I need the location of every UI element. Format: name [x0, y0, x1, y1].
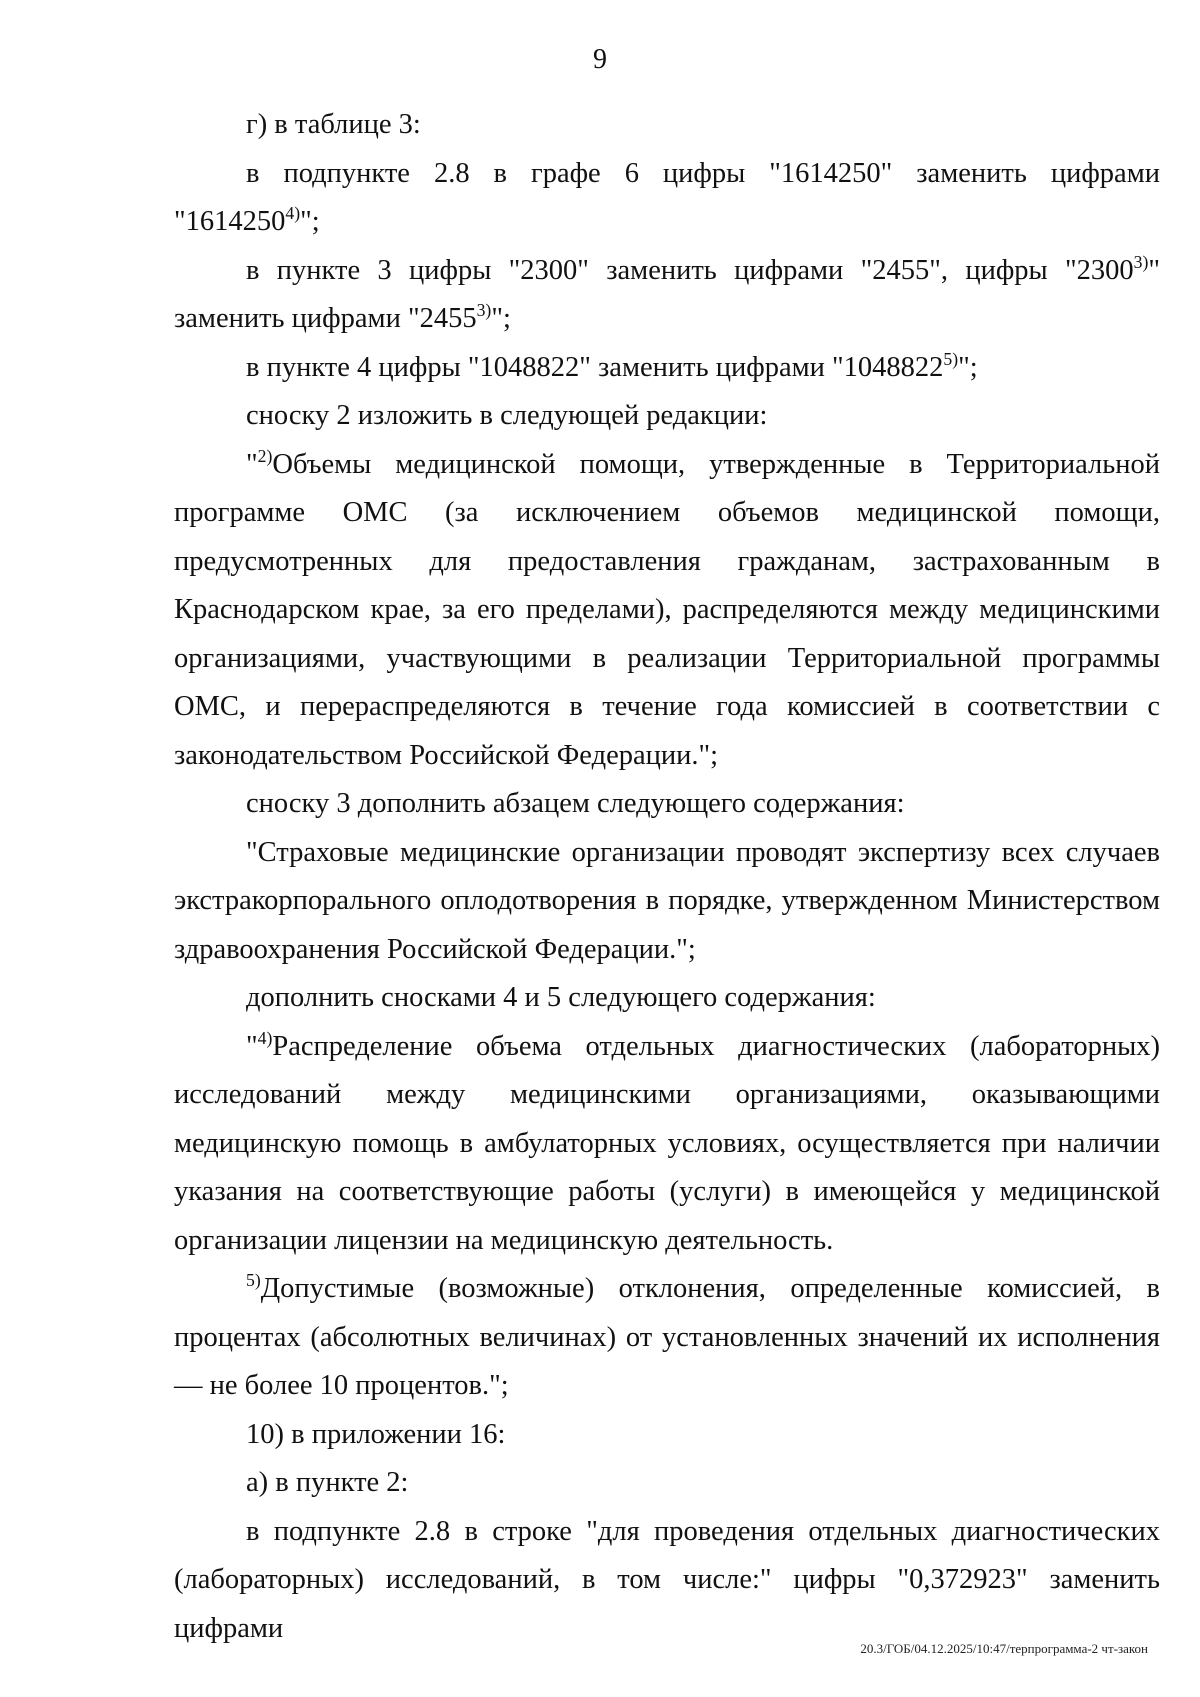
footnote-marker: 3): [476, 300, 492, 321]
footnote-marker: 5): [943, 348, 959, 369]
document-footer-stamp: 20.3/ГОБ/04.12.2025/10:47/терпрограмма-2 чт-закон: [860, 1641, 1148, 1656]
paragraph-text: а) в пункте 2:: [246, 1467, 409, 1498]
footnote-marker: 4): [285, 203, 301, 224]
document-body: [174, 101, 1160, 1653]
paragraph: [174, 1265, 1160, 1411]
paragraph-text: в пункте 4 цифры "1048822" заменить цифрами "1048822: [246, 351, 944, 383]
paragraph-text: в подпункте 2.8 в строке "для проведения отдельных диагностических (лабораторных) исследований, в том числе:" цифры "0,372923" заменить цифрами: [174, 1515, 1160, 1644]
footnote-marker: 4): [257, 1027, 273, 1048]
paragraph: [174, 780, 1160, 829]
footnote-marker: 2): [257, 445, 273, 466]
paragraph: [174, 974, 1160, 1023]
paragraph-text: ";: [491, 303, 511, 334]
paragraph: [174, 101, 1160, 150]
paragraph: [174, 1508, 1160, 1654]
paragraph-text: ": [246, 1030, 258, 1062]
paragraph: [174, 441, 1160, 781]
paragraph-text: Объемы медицинской помощи, утвержденные в Территориальной программе ОМС (за исключением объемов медицинской помощи, предусмотренных для предоставления гражданам, застрахованным в Краснодарском крае, за его пределами), распределяются между медицинскими организациями, участвующими в реализации Территориальной программы ОМС, и перераспределяются в течение года комиссией в соответствии с законодательством Российской Федерации.";: [174, 448, 1160, 771]
footnote-marker: 3): [1133, 251, 1149, 272]
paragraph: [174, 150, 1160, 247]
paragraph-text: Распределение объема отдельных диагностических (лабораторных) исследований между медицинскими организациями, оказывающими медицинскую помощь в амбулаторных условиях, осуществляется при наличии указания на соответствующие работы (услуги) в имеющейся у медицинской организации лицензии на медицинскую деятельность.: [174, 1030, 1160, 1256]
paragraph-text: в пункте 3 цифры "2300" заменить цифрами "2455", цифры "2300: [246, 254, 1134, 286]
paragraph: [174, 247, 1160, 344]
paragraph-text: ";: [300, 206, 320, 237]
paragraph: [174, 1023, 1160, 1266]
paragraph-text: ": [246, 448, 258, 480]
paragraph-text: г) в таблице 3:: [246, 109, 421, 140]
paragraph-text: сноску 2 изложить в следующей редакции:: [246, 400, 768, 431]
paragraph-text: Допустимые (возможные) отклонения, определенные комиссией, в процентах (абсолютных величинах) от установленных значений их исполнения — не более 10 процентов.";: [174, 1273, 1160, 1401]
paragraph-text: сноску 3 дополнить абзацем следующего содержания:: [246, 788, 905, 819]
paragraph-text: ";: [958, 351, 978, 383]
paragraph: [174, 344, 1160, 393]
paragraph: [174, 1459, 1160, 1508]
paragraph-text: " заменить цифрами "2455: [174, 254, 1160, 334]
paragraph: [174, 829, 1160, 975]
paragraph-text: "Страховые медицинские организации проводят экспертизу всех случаев экстракорпорального оплодотворения в порядке, утвержденном Министерством здравоохранения Российской Федерации.";: [174, 836, 1160, 965]
page-number: 9: [593, 44, 607, 75]
paragraph-text: 10) в приложении 16:: [246, 1418, 506, 1450]
footnote-marker: 5): [246, 1270, 261, 1291]
paragraph-text: в подпункте 2.8 в графе 6 цифры "1614250" заменить цифрами "1614250: [174, 157, 1160, 237]
paragraph-text: дополнить сносками 4 и 5 следующего содержания:: [246, 982, 876, 1013]
paragraph: [174, 1411, 1160, 1460]
paragraph: [174, 392, 1160, 441]
